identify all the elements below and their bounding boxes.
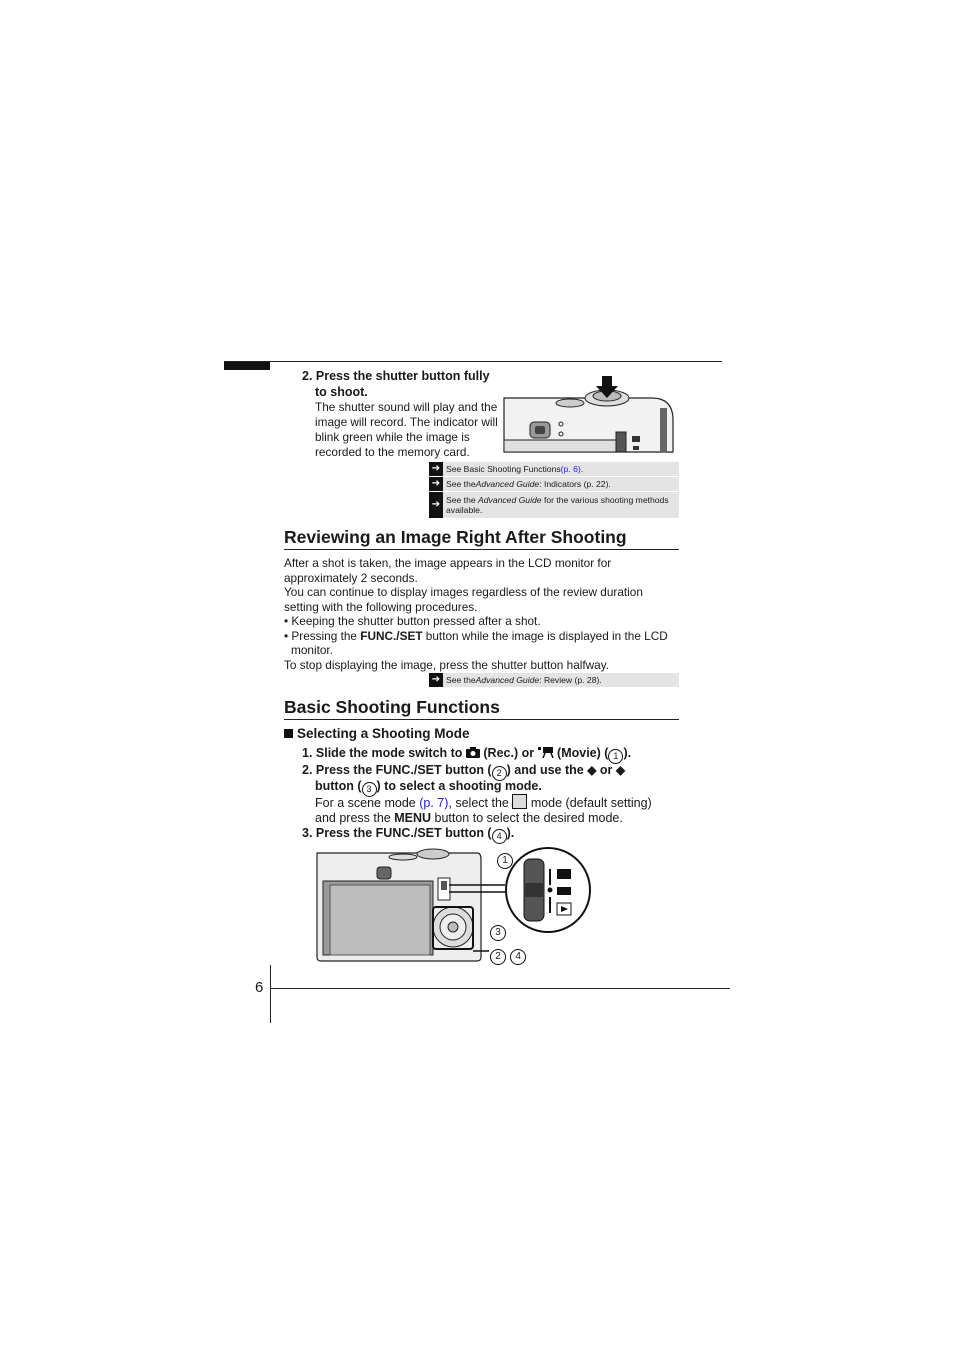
ref-text-block: See the Advanced Guide for the various shooting methods available. (446, 494, 669, 515)
scene-mode-icon (512, 794, 527, 809)
page-number: 6 (255, 979, 264, 996)
section-rule (284, 719, 679, 720)
header-rule (224, 361, 722, 362)
link-p7[interactable]: (p. 7) (419, 796, 449, 810)
callout-2-4: 2 4 (490, 944, 526, 965)
step2-line2: button ( 3 ) to select a shooting mode. (315, 778, 542, 797)
bullet-item: • Keeping the shutter button pressed after a shot. (284, 614, 541, 628)
step2-body: The shutter sound will play and the image will record. The indicator will blink green while the image is recorded to the memory card. (315, 400, 498, 459)
arrow-right-icon: ➔ (429, 462, 443, 476)
camera-rec-icon (466, 746, 480, 757)
arrow-right-icon: ➔ (429, 492, 443, 518)
callout-3: 3 (490, 920, 506, 941)
ref-row-shooting-methods (429, 492, 679, 518)
callout-1: 1 (497, 848, 513, 869)
subsection-title: Selecting a Shooting Mode (284, 726, 470, 742)
ref-text: See Basic Shooting Functions (446, 463, 561, 474)
square-bullet-icon (284, 729, 293, 738)
ref-text: : Indicators (p. 22). (539, 478, 611, 489)
arrow-right-icon: ➔ (429, 673, 443, 687)
step3-line: 3. Press the FUNC./SET button ( 4 ). (302, 825, 514, 844)
section-title-reviewing: Reviewing an Image Right After Shooting (284, 527, 627, 547)
bullet-item: • Pressing the FUNC./SET button while the image is displayed in the LCD (284, 628, 668, 643)
circled-number-1: 1 (608, 749, 623, 764)
ref-link-p6[interactable]: (p. 6) (560, 463, 581, 474)
ref-row-review: ➔ See the Advanced Guide : Review (p. 28). (429, 673, 679, 687)
header-tab-marker (224, 362, 270, 370)
ref-text: See the (446, 478, 476, 489)
ref-row-basic-functions (429, 462, 679, 476)
arrow-right-icon: ➔ (429, 477, 443, 491)
camera-top-illustration (502, 374, 676, 454)
circled-number-3: 3 (362, 782, 377, 797)
section1-body: After a shot is taken, the image appears in the LCD monitor for approximately 2 seconds. You can continue to display images regardless of the review duration setting with the following procedures. • Keeping the shutter button pressed after a shot. • Pressing the FUNC./SET button while the image is displayed in the LCD monitor. To stop displaying the image, press the shutter button halfway. (284, 556, 684, 672)
ref-row-indicators (429, 477, 679, 491)
step2-body-scene: For a scene mode (p. 7), select the mode (default setting) and press the MENU button to select the desired mode. (315, 796, 652, 825)
ref-end: . (580, 463, 584, 474)
circled-number-2: 2 (492, 766, 507, 781)
step2-line1: 2. Press the FUNC./SET button ( 2 ) and use the ◆ or ◆ (302, 762, 625, 781)
step1-line: 1. Slide the mode switch to (Rec.) or (Movie) ( 1 ). (302, 745, 631, 764)
step2-title-line2: to shoot. (315, 385, 368, 399)
section-rule (284, 549, 679, 550)
ref-italic: Advanced Guide (475, 478, 540, 489)
camera-back-illustration (313, 845, 603, 965)
footer-vertical-rule (270, 965, 271, 1023)
movie-icon (538, 746, 554, 758)
footer-rule (270, 988, 730, 989)
step2-title-line1: 2. Press the shutter button fully (302, 369, 490, 383)
arrow-right-icon: ◆ (615, 763, 626, 777)
circled-number-4: 4 (492, 829, 507, 844)
section-title-basic-shooting: Basic Shooting Functions (284, 697, 500, 717)
arrow-left-icon: ◆ (587, 763, 597, 777)
